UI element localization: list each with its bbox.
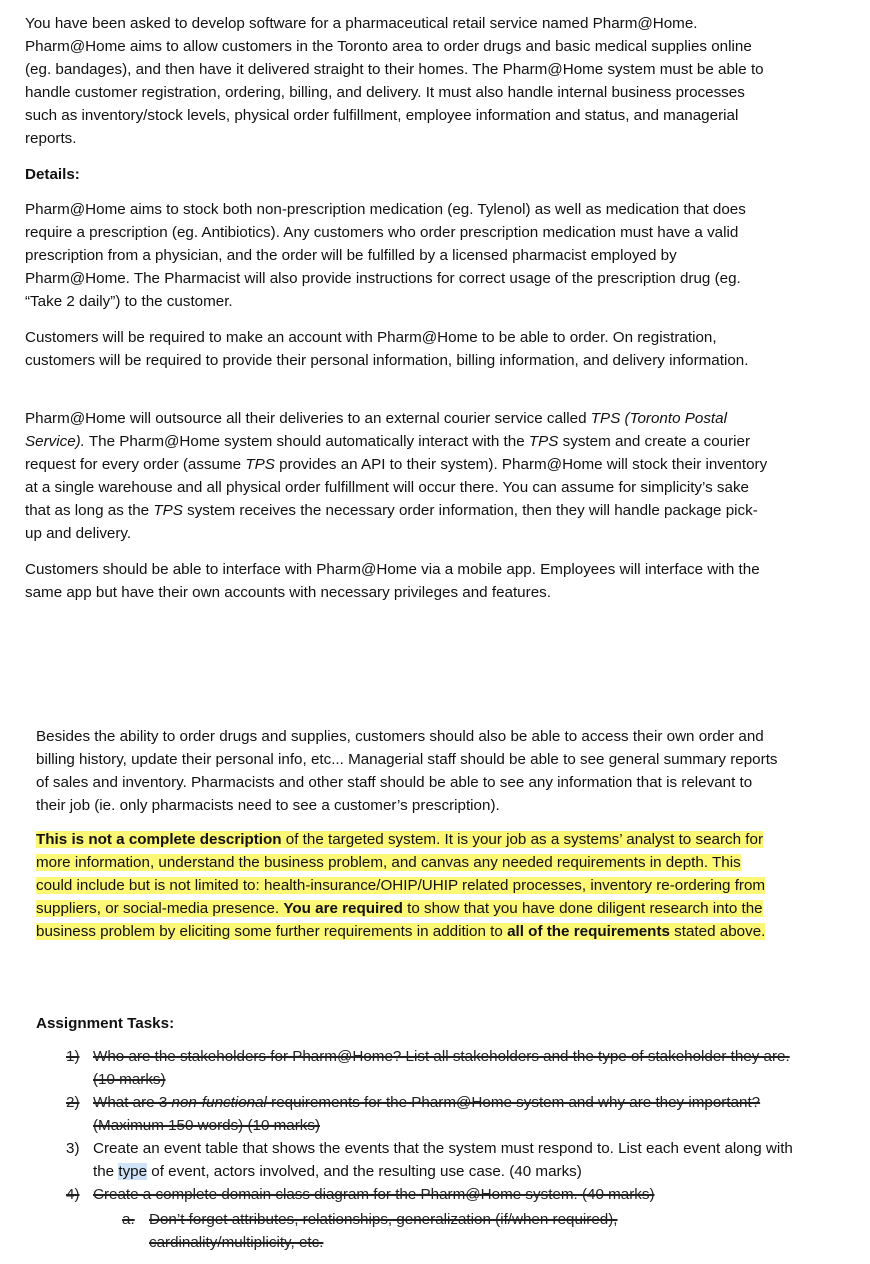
task-number: 1) (66, 1048, 80, 1065)
bold-run: This is not a complete description (36, 831, 282, 848)
task-text-struck: Create a complete domain class diagram for the Pharm@Home system. (40 marks) (93, 1186, 655, 1203)
subitem-letter: a. (122, 1211, 135, 1228)
task-number: 4) (66, 1186, 80, 1203)
details-heading: Details: (25, 166, 80, 183)
text-run: of the targeted system. It is your job as a systems’ analyst to search for more information, understand the business problem, and canvas any needed requirements in depth. This could include but is not limited to: health-insurance/OHIP/UHIP related processes, inventory re-ordering from suppliers, or social-media presence. (36, 831, 766, 917)
selected-word[interactable]: type (118, 1163, 148, 1180)
highlight (36, 831, 765, 940)
text-run: of event, actors involved, and the resulting use case. (40 marks) (147, 1163, 582, 1180)
text-run: system receives the necessary order information, then they will handle package pick-up and delivery. (25, 502, 758, 542)
text-run: The Pharm@Home system should automatically interact with the (84, 433, 529, 450)
bold-run: all of the requirements (507, 923, 670, 940)
text-run-italic: non-functional (171, 1094, 267, 1111)
task-item-3 (36, 1137, 796, 1183)
task-text (93, 1140, 793, 1180)
text-run: Create an event table that shows the events that the system must respond to. List each event along with the (93, 1140, 793, 1180)
text-run: What are 3 (93, 1094, 172, 1111)
text-run: requirements for the Pharm@Home system and why are they important? (Maximum 150 words) (10 marks) (93, 1094, 761, 1134)
highlighted-requirements-paragraph (36, 828, 781, 943)
assignment-tasks-heading: Assignment Tasks: (36, 1015, 175, 1032)
text-run-italic: TPS (153, 502, 183, 519)
subitem-text-struck: Don’t forget attributes, relationships, generalization (if/when required), cardinality/multiplicity, etc. (149, 1211, 618, 1251)
task-text-struck: Who are the stakeholders for Pharm@Home? List all stakeholders and the type of stakeholder they are. (10 marks) (93, 1048, 790, 1088)
details-paragraph-mobile-app: Customers should be able to interface with Pharm@Home via a mobile app. Employees will interface with the same app but have their own accounts with necessary privileges and features. (25, 561, 760, 601)
details-paragraph-delivery (25, 407, 770, 545)
text-run-italic: TPS (Toronto Postal Service). (25, 410, 727, 450)
task-item-1 (36, 1045, 796, 1091)
more-paragraph-access: Besides the ability to order drugs and supplies, customers should also be able to access their own order and billing history, update their personal info, etc... Managerial staff should be able to see general summary reports of sales and inventory. Pharmacists and other staff should be able to see any information that is relevant to their job (ie. only pharmacists need to see a customer’s prescription). (36, 728, 778, 814)
task-item-2 (36, 1091, 796, 1137)
bold-run: You are required (283, 900, 403, 917)
task-number: 2) (66, 1094, 80, 1111)
task-number: 3) (66, 1140, 80, 1157)
text-run: to show that you have done diligent research into the business problem by eliciting some further requirements in addition to (36, 900, 763, 940)
task-list (36, 1045, 796, 1206)
intro-paragraph: You have been asked to develop software for a pharmaceutical retail service named Pharm@Home. Pharm@Home aims to allow customers in the Toronto area to order drugs and basic medical supplies online (eg. bandages), and then have it delivered straight to their homes. The Pharm@Home system must be able to handle customer registration, ordering, billing, and delivery. It must also handle internal business processes such as inventory/stock levels, physical order fulfillment, employee information and status, and managerial reports. (25, 15, 764, 147)
text-run: system and create a courier request for every order (assume (25, 433, 751, 473)
text-run: Pharm@Home will outsource all their deliveries to an external courier service called (25, 410, 591, 427)
task-text-struck (93, 1094, 760, 1134)
details-paragraph-registration: Customers will be required to make an account with Pharm@Home to be able to order. On registration, customers will be required to provide their personal information, billing information, and delivery information. (25, 329, 749, 369)
text-run: provides an API to their system). Pharm@Home will stock their inventory at a single warehouse and all physical order fulfillment will occur there. You can assume for simplicity’s sake that as long as the (25, 456, 768, 519)
details-paragraph-prescription: Pharm@Home aims to stock both non-prescription medication (eg. Tylenol) as well as medication that does require a prescription (eg. Antibiotics). Any customers who order prescription medication must have a valid prescription from a physician, and the order will be fulfilled by a licensed pharmacist employed by Pharm@Home. The Pharmacist will also provide instructions for correct usage of the prescription drug (eg. “Take 2 daily”) to the customer. (25, 201, 746, 310)
task-subitem-a (36, 1208, 676, 1254)
task-item-4 (36, 1183, 796, 1206)
text-run-italic: TPS (245, 456, 275, 473)
text-run-italic: TPS (528, 433, 559, 450)
text-run: stated above. (669, 923, 766, 940)
